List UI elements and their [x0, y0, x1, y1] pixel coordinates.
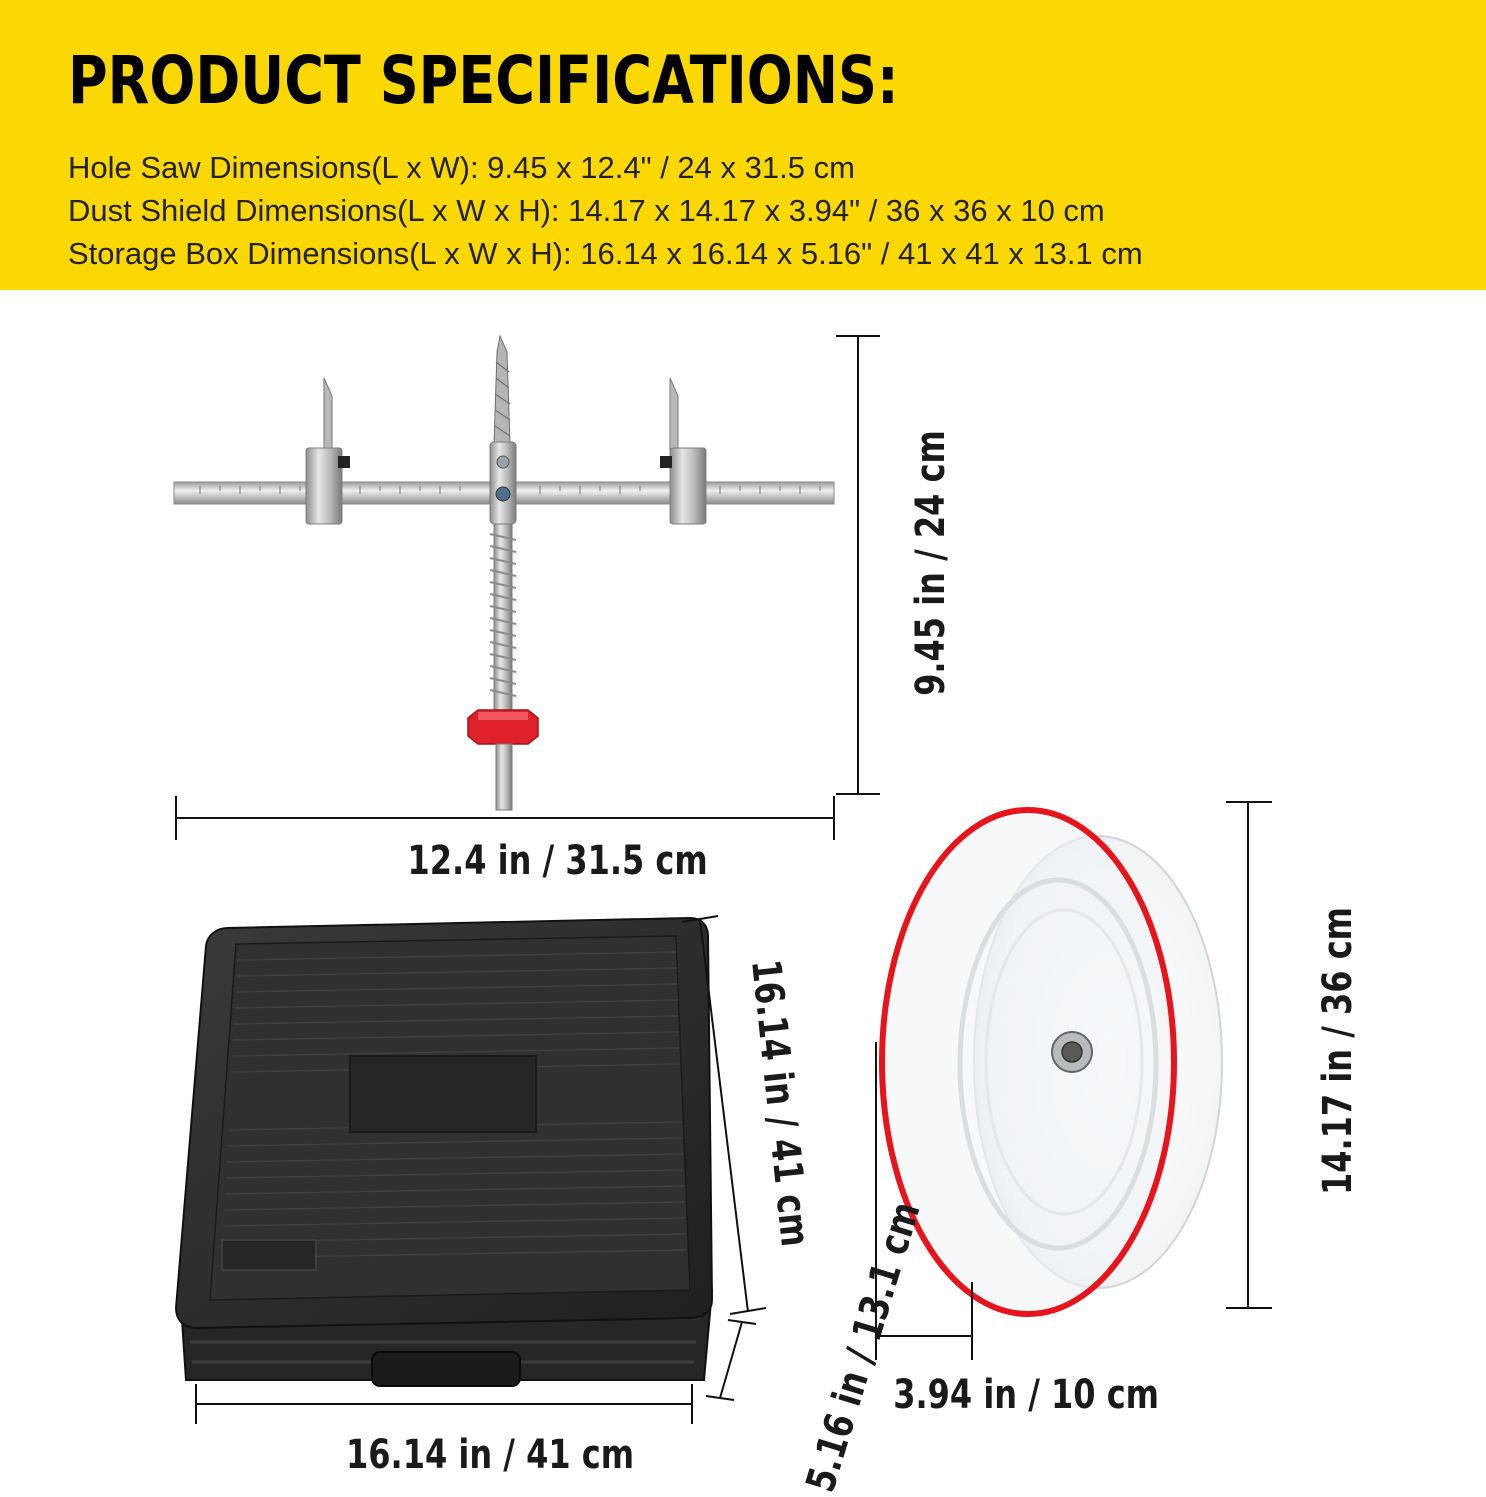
- label-recess: [350, 1056, 536, 1132]
- arbor-head: [490, 442, 516, 524]
- spec-storage-box: Storage Box Dimensions(L x W x H): 16.14 x 16.14 x 5.16" / 41 x 41 x 13.1 cm: [68, 236, 1143, 271]
- left-cutter-holder: [306, 448, 342, 524]
- hole-saw-dimension-lines: [176, 336, 880, 840]
- drill-bit: [494, 336, 510, 444]
- hole-saw-width-label: 12.4 in / 31.5 cm: [407, 838, 708, 884]
- spec-dust-shield: Dust Shield Dimensions(L x W x H): 14.17 x 14.17 x 3.94" / 36 x 36 x 10 cm: [68, 193, 1105, 228]
- hole-saw-height-label: 9.45 in / 24 cm: [908, 430, 955, 696]
- right-set-screw: [660, 456, 672, 468]
- box-height-label: 5.16 in / 13.1 cm: [797, 1196, 930, 1497]
- dust-shield-illustration: [880, 810, 1222, 1314]
- small-label-recess: [222, 1240, 316, 1270]
- shield-height-label: 3.94 in / 10 cm: [893, 1372, 1160, 1418]
- box-depth-label: 16.14 in / 41 cm: [742, 957, 818, 1249]
- case-handle: [372, 1352, 520, 1386]
- shield-diameter-label: 14.17 in / 36 cm: [1315, 906, 1362, 1196]
- right-cutter-holder: [670, 448, 706, 524]
- spec-hole-saw: Hole Saw Dimensions(L x W): 9.45 x 12.4" / 24 x 31.5 cm: [68, 150, 855, 185]
- page-title: PRODUCT SPECIFICATIONS:: [68, 42, 899, 119]
- box-width-label: 16.14 in / 41 cm: [346, 1432, 635, 1478]
- hex-shank: [496, 744, 512, 810]
- hole-saw-illustration: [174, 336, 834, 810]
- storage-case-illustration: [176, 918, 712, 1386]
- left-set-screw: [338, 456, 350, 468]
